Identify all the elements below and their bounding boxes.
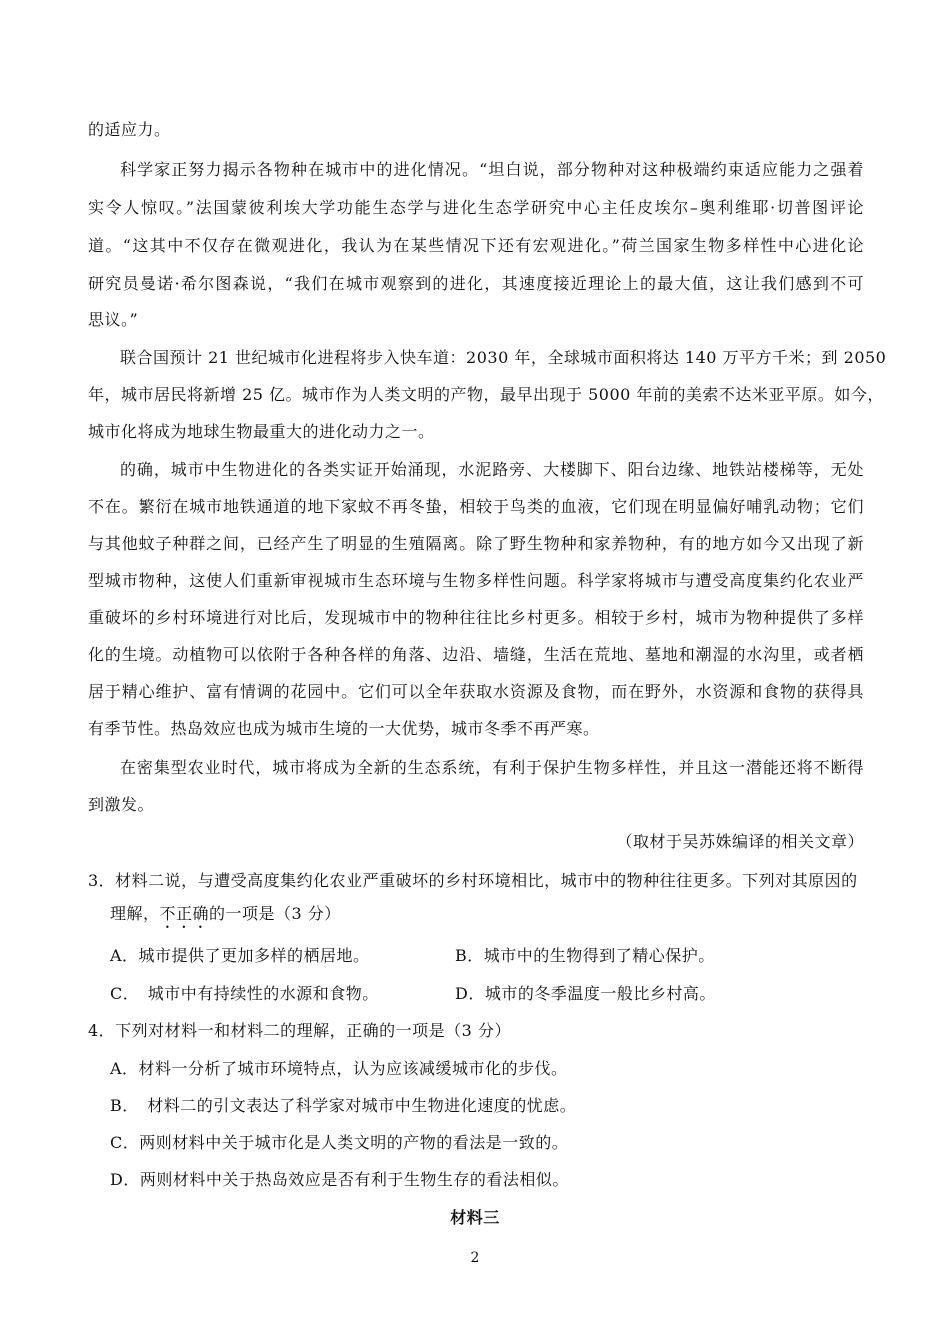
option-c: C．两则材料中关于城市化是人类文明的产物的看法是一致的。 [110, 1133, 569, 1152]
question-3-stem-line2 [110, 904, 864, 932]
option-a: A．材料一分析了城市环境特点，认为应该减缓城市化的步伐。 [110, 1059, 568, 1078]
text-line: 重破坏的乡村环境进行对比后，发现城市中的物种往往比乡村更多。相较于乡村，城市为物种提供了多样 [88, 608, 864, 627]
text-line: 有季节性。热岛效应也成为城市生境的一大优势，城市冬季不再严寒。 [88, 719, 600, 738]
text-line: 联合国预计 21 世纪城市化进程将步入快车道：2030 年，全球城市面积将达 140 万平方千米；到 2050 [120, 348, 887, 367]
source-citation: （取材于吴苏姝编译的相关文章） [616, 832, 864, 851]
text-line: 科学家正努力揭示各物种在城市中的进化情况。“坦白说，部分物种对这种极端约束适应能力之强着 [120, 160, 864, 179]
question-4-stem: 4．下列对材料一和材料二的理解，正确的一项是（3 分） [88, 1021, 511, 1040]
text-line: 年，城市居民将新增 25 亿。城市作为人类文明的产物，最早出现于 5000 年前的美索不达米亚平原。如今， [88, 385, 884, 404]
option-a: A．城市提供了更加多样的栖居地。 [110, 946, 370, 965]
question-3-stem: 3．材料二说，与遭受高度集约化农业严重破坏的乡村环境相比，城市中的物种往往更多。下列对其原因的 [88, 871, 858, 890]
text-line: 与其他蚊子种群之间，已经产生了明显的生殖隔离。除了野生物种和家养物种，有的地方如今又出现了新 [88, 534, 864, 553]
emphasis-text: 不正确 [159, 904, 210, 923]
option-d: D．两则材料中关于热岛效应是否有利于生物生存的看法相似。 [110, 1170, 569, 1189]
option-b: B．城市中的生物得到了精心保护。 [455, 946, 715, 965]
text-line: 思议。” [88, 310, 139, 329]
text-line: 城市化将成为地球生物最重大的进化动力之一。 [88, 422, 435, 441]
text-line: 居于精心维护、富有情调的花园中。它们可以全年获取水资源及食物，而在野外，水资源和食物的获得具 [88, 682, 864, 701]
text-line: 不在。繁衍在城市地铁通道的地下家蚊不再冬蛰，相较于鸟类的血液，它们现在明显偏好哺乳动物；它们 [88, 497, 864, 516]
text-line: 到激发。 [88, 795, 155, 814]
text-line: 研究员曼诺·希尔图森说，“我们在城市观察到的进化，其速度接近理论上的最大值，这让我们感到不可 [88, 274, 864, 293]
text-line: 型城市物种，这使人们重新审视城市生态环境与生物多样性问题。科学家将城市与遭受高度集约化农业严 [88, 571, 864, 590]
text-line: 在密集型农业时代，城市将成为全新的生态系统，有利于保护生物多样性，并且这一潜能还将不断得 [120, 758, 864, 777]
section-title: 材料三 [450, 1208, 500, 1227]
text-line: 实令人惊叹。”法国蒙彼利埃大学功能生态学与进化生态学研究中心主任皮埃尔–奥利维耶·切普图评论 [88, 198, 864, 217]
page-number: 2 [470, 1250, 480, 1266]
stem-text: 的一项是（3 分） [209, 904, 341, 923]
text-line: 化的生境。动植物可以依附于各种各样的角落、边沿、墙缝，生活在荒地、墓地和潮湿的水沟里，或者栖 [88, 645, 864, 664]
option-c: C． 城市中有持续性的水源和食物。 [110, 984, 379, 1003]
text-line: 的确，城市中生物进化的各类实证开始涌现，水泥路旁、大楼脚下、阳台边缘、地铁站楼梯等，无处 [120, 460, 864, 479]
text-line: 的适应力。 [88, 120, 171, 139]
stem-text: 理解， [110, 904, 160, 923]
option-d: D．城市的冬季温度一般比乡村高。 [455, 984, 716, 1003]
text-line: 道。“这其中不仅存在微观进化，我认为在某些情况下还有宏观进化。”荷兰国家生物多样性中心进化论 [88, 236, 864, 255]
option-b: B． 材料二的引文表达了科学家对城市中生物进化速度的忧虑。 [110, 1096, 577, 1115]
